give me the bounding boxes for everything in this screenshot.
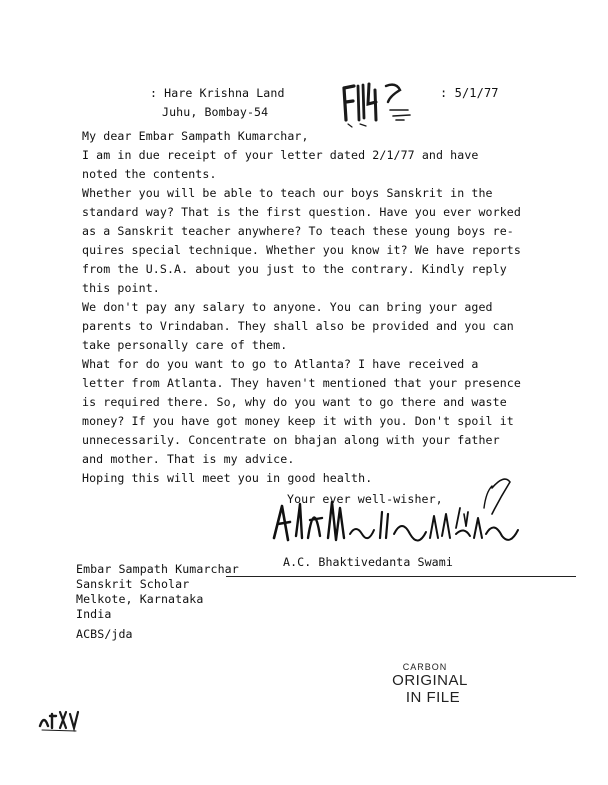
- closing-line: Your ever well-wisher,: [287, 492, 443, 506]
- body-line: take personally care of them.: [82, 338, 288, 352]
- recipient-city: Melkote, Karnataka: [76, 592, 204, 606]
- letterhead-address: [150, 84, 285, 122]
- body-line: What for do you want to go to Atlanta? I have received a: [82, 357, 479, 371]
- body-line: and mother. That is my advice.: [82, 452, 295, 466]
- body-line: from the U.S.A. about you just to the contrary. Kindly reply: [82, 262, 507, 276]
- body-line: this point.: [82, 281, 160, 295]
- body-line: standard way? That is the first question. Have you ever worked: [82, 205, 521, 219]
- reference-initials: ACBS/jda: [76, 627, 133, 641]
- typed-signature: A.C. Bhaktivedanta Swami: [283, 555, 453, 569]
- body-line: Hoping this will meet you in good health.: [82, 471, 373, 485]
- body-line: parents to Vrindaban. They shall also be provided and you can: [82, 319, 514, 333]
- body-line: Whether you will be able to teach our boys Sanskrit in the: [82, 186, 493, 200]
- letter-body: [82, 146, 521, 488]
- body-line: quires special technique. Whether you know it? We have reports: [82, 243, 521, 257]
- salutation: My dear Embar Sampath Kumarchar,: [82, 129, 309, 143]
- handwritten-signature: [270, 468, 540, 558]
- signature-rule: [226, 576, 576, 577]
- body-line: I am in due receipt of your letter dated 2/1/77 and have: [82, 148, 479, 162]
- body-line: money? If you have got money keep it with you. Don't spoil it: [82, 414, 514, 428]
- letter-date: : 5/1/77: [440, 86, 499, 100]
- recipient-address: [76, 562, 239, 622]
- stamp-line-3: IN FILE: [405, 689, 461, 706]
- stamp-line-1: CARBON: [402, 662, 448, 672]
- body-line: We don't pay any salary to anyone. You can bring your aged: [82, 300, 493, 314]
- address-line-1: : Hare Krishna Land: [150, 86, 285, 100]
- address-line-2: Juhu, Bombay-54: [162, 105, 269, 119]
- body-line: unnecessarily. Concentrate on bhajan along with your father: [82, 433, 500, 447]
- body-line: as a Sanskrit teacher anywhere? To teach these young boys re-: [82, 224, 514, 238]
- recipient-title: Sanskrit Scholar: [76, 577, 190, 591]
- file-stamp-mark: [338, 80, 420, 130]
- recipient-country: India: [76, 607, 112, 621]
- body-line: is required there. So, why do you want to go there and waste: [82, 395, 507, 409]
- recipient-name: Embar Sampath Kumarchar: [76, 562, 239, 576]
- body-line: noted the contents.: [82, 167, 217, 181]
- carbon-original-stamp: [375, 662, 485, 706]
- body-line: letter from Atlanta. They haven't mentioned that your presence: [82, 376, 521, 390]
- stamp-line-2: ORIGINAL: [392, 672, 468, 689]
- archive-mark: [36, 706, 84, 734]
